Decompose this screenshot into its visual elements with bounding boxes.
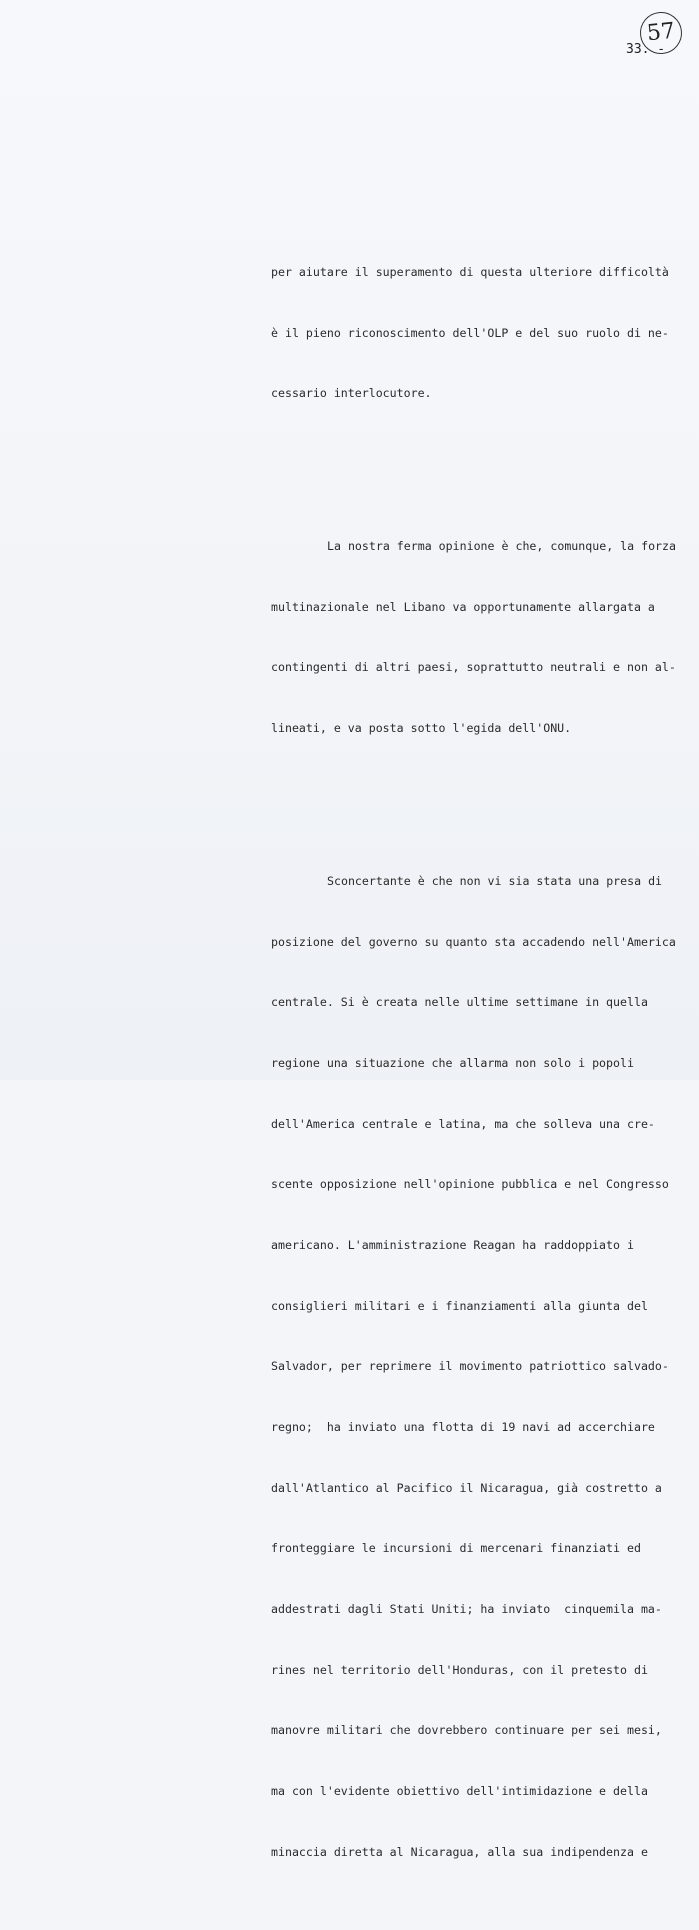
page-stamp: 57 [638, 10, 684, 56]
text-line: Sconcertante è che non vi sia stata una presa di [327, 873, 663, 888]
paragraph [271, 233, 676, 443]
text-line: regione una situazione che allarma non solo i popoli [271, 1055, 634, 1070]
text-line: posizione del governo su quanto sta accadendo nell'America [271, 934, 676, 949]
text-line: multinazionale nel Libano va opportunamente allargata a [271, 599, 655, 614]
paragraph [271, 507, 676, 778]
text-line: fronteggiare le incursioni di mercenari finanziati ed [271, 1541, 641, 1556]
text-line: dell'America centrale e latina, ma che solleva una cre- [271, 1116, 655, 1131]
text-line: contingenti di altri paesi, soprattutto neutrali e non al- [271, 660, 676, 675]
page-number: 33. - [626, 42, 666, 57]
text-line: scente opposizione nell'opinione pubblica e nel Congresso [271, 1177, 669, 1192]
text-line: cessario interlocutore. [271, 386, 432, 401]
document-body [271, 205, 676, 1930]
text-line: è il pieno riconoscimento dell'OLP e del suo ruolo di ne- [271, 325, 669, 340]
paragraph [271, 842, 676, 1902]
text-line: rines nel territorio dell'Honduras, con il pretesto di [271, 1662, 648, 1677]
text-line: Salvador, per reprimere il movimento patriottico salvado- [271, 1359, 669, 1374]
text-line: ma con l'evidente obiettivo dell'intimidazione e della [271, 1784, 648, 1799]
text-line: americano. L'amministrazione Reagan ha raddoppiato i [271, 1237, 634, 1252]
text-line: minaccia diretta al Nicaragua, alla sua indipendenza e [271, 1844, 648, 1859]
text-line: centrale. Si è creata nelle ultime settimane in quella [271, 995, 648, 1010]
text-line: dall'Atlantico al Pacifico il Nicaragua, già costretto a [271, 1480, 662, 1495]
text-line: lineati, e va posta sotto l'egida dell'ONU. [271, 721, 572, 736]
text-line: manovre militari che dovrebbero continuare per sei mesi, [271, 1723, 662, 1738]
text-line: regno; ha inviato una flotta di 19 navi ad accerchiare [271, 1420, 655, 1434]
text-line: per aiutare il superamento di questa ulteriore difficoltà [271, 265, 669, 279]
text-line: consiglieri militari e i finanziamenti alla giunta del [271, 1298, 648, 1313]
text-line: addestrati dagli Stati Uniti; ha inviato cinquemila ma- [271, 1602, 662, 1617]
text-line: La nostra ferma opinione è che, comunque, la forza [327, 539, 677, 554]
